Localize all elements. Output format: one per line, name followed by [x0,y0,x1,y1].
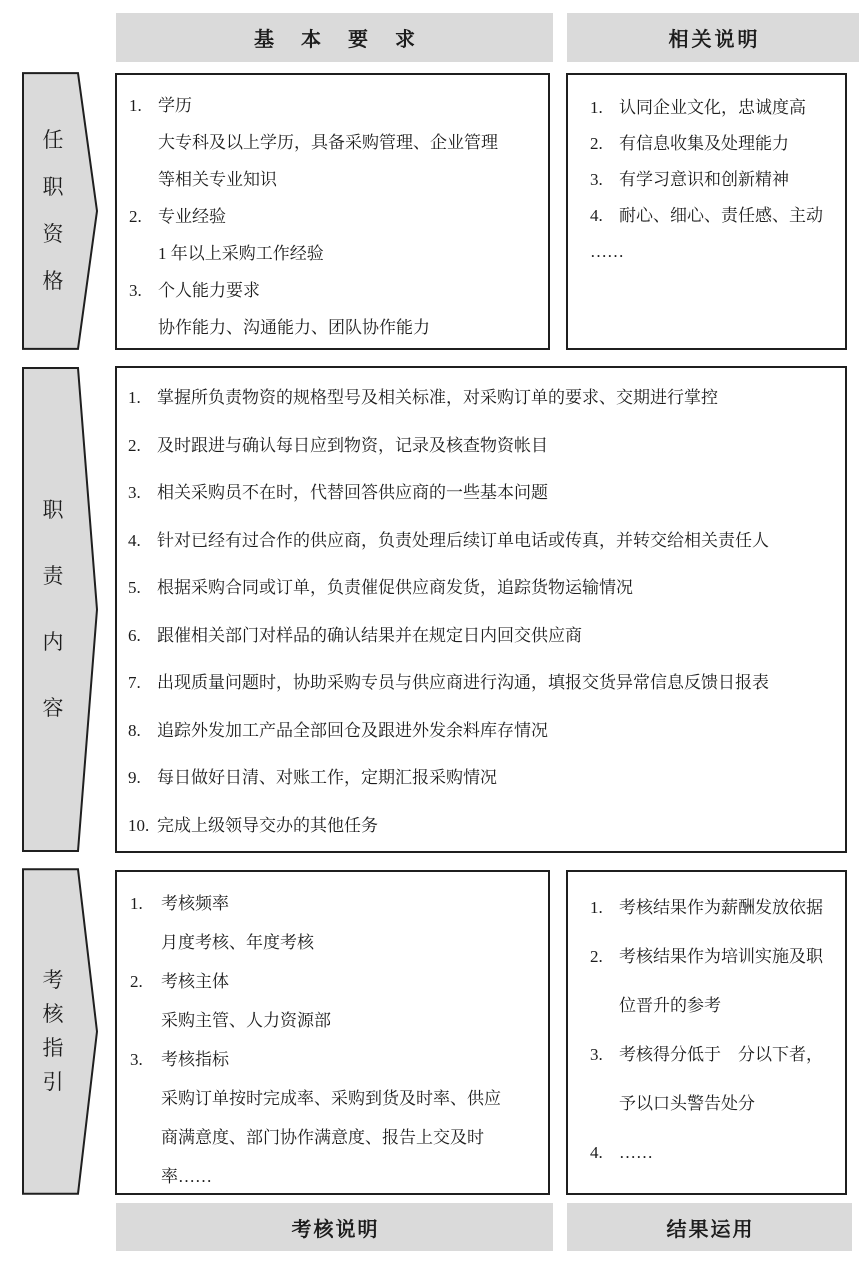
item-text: 学历 [158,96,192,115]
item-number: 1. [590,98,603,117]
item-text: 有学习意识和创新精神 [619,170,789,189]
footer-result-application: 结果运用 [567,1203,852,1251]
item-text: 大专科及以上学历，具备采购管理、企业管理 [158,133,498,152]
list-item [590,1079,841,1128]
item-number: 2. [590,947,603,966]
list-item [129,87,542,124]
arrow-label-char: 格 [42,269,64,293]
qualification-notes-box [566,73,847,350]
item-number: 1. [130,894,143,913]
item-number: 2. [129,207,142,226]
item-text: 掌握所负责物资的规格型号及相关标准，对采购订单的要求、交期进行掌控 [157,388,718,407]
item-text: 考核指标 [161,1050,229,1069]
list-item [128,802,839,850]
item-number: 6. [128,625,141,645]
item-text: 认同企业文化，忠诚度高 [619,98,806,117]
list-item [130,1040,542,1079]
arrow-label-char: 考 [42,968,64,992]
item-number: 4. [590,1143,603,1162]
item-text: 协作能力、沟通能力、团队协作能力 [158,318,430,337]
item-number: 2. [590,134,603,153]
arrow-label-char: 任 [42,128,64,152]
item-number: 7. [128,673,141,692]
arrow-label-qualification [22,72,84,350]
list-item [590,198,841,234]
arrow-label-char: 职 [42,175,64,199]
list-item [130,962,542,1001]
item-text: 及时跟进与确认每日应到物资，记录及核查物资帐目 [157,435,548,455]
item-number: 3. [128,483,141,502]
list-item [590,126,841,162]
item-number: 4. [128,530,141,550]
list-item [128,659,839,707]
item-text: 专业经验 [158,207,226,226]
item-text: 针对已经有过合作的供应商，负责处理后续订单电话或传真，并转交给相关责任人 [157,530,769,550]
item-number: 8. [128,720,141,740]
list-item [129,124,542,161]
item-number: 1. [590,898,603,917]
item-text: 月度考核、年度考核 [161,933,314,952]
item-text: 相关采购员不在时，代替回答供应商的一些基本问题 [157,483,548,502]
item-number: 3. [590,1045,603,1064]
item-text: 完成上级领导交办的其他任务 [157,815,378,835]
list-item [129,309,542,346]
list-item [129,272,542,309]
item-text: 商满意度、部门协作满意度、报告上交及时 [161,1128,484,1147]
list-item [128,612,839,660]
list-item [129,235,542,272]
item-number: 5. [128,578,141,597]
arrow-label-char: 资 [42,222,64,246]
assessment-description-box [115,870,550,1195]
item-number [129,309,158,346]
arrow-label-char: 容 [42,696,64,720]
list-item [590,162,841,198]
list-item [128,374,839,422]
item-text: 考核得分低于 分以下者， [619,1045,823,1064]
list-item [128,517,839,565]
item-text: 考核主体 [161,972,229,991]
item-text: 1 年以上采购工作经验 [158,244,324,263]
item-text: 根据采购合同或订单，负责催促供应商发货，追踪货物运输情况 [157,578,633,597]
item-text: 每日做好日清、对账工作，定期汇报采购情况 [157,768,497,787]
header-basic-requirements: 基本要求 [116,13,553,62]
item-number [590,1079,619,1128]
item-number [130,1118,161,1157]
list-item [129,198,542,235]
item-text: 等相关专业知识 [158,170,277,189]
item-text: 出现质量问题时，协助采购专员与供应商进行沟通，填报交货异常信息反馈日报表 [157,673,769,692]
item-number: 10. [128,815,150,835]
list-item [590,234,841,270]
arrow-duties [22,366,98,853]
item-number [130,923,161,962]
list-item [128,754,839,802]
result-application-box [566,870,847,1195]
list-item [590,883,841,932]
duties-content-box [115,366,847,853]
item-text: 考核频率 [161,894,229,913]
arrow-label-duties [22,366,84,853]
item-number [130,1157,161,1196]
list-item [128,564,839,612]
list-item [128,422,839,470]
item-number: 2. [130,972,143,991]
arrow-label-char: 核 [42,1002,64,1026]
list-item [130,1001,542,1040]
item-number [130,1079,161,1118]
item-text: 考核结果作为薪酬发放依据 [619,898,823,917]
list-item [130,884,542,923]
item-number [130,1001,161,1040]
list-item [130,1079,542,1118]
arrow-qualification [22,72,98,350]
item-text: 位晋升的参考 [619,996,721,1015]
list-item [590,1128,841,1177]
item-number: 3. [130,1050,143,1069]
list-item [590,932,841,981]
list-item [128,469,839,517]
arrow-label-char: 职 [42,498,64,522]
list-item [130,1157,542,1196]
qualification-requirements-box [115,73,550,350]
item-number: 4. [590,206,603,225]
item-number [590,981,619,1030]
arrow-assessment [22,868,98,1195]
item-text: 率…… [161,1167,212,1186]
arrow-label-char: 引 [42,1070,64,1094]
item-text: 有信息收集及处理能力 [619,134,789,153]
item-number: 2. [128,435,141,455]
item-number: 3. [590,170,603,189]
arrow-label-char: 指 [42,1036,64,1060]
item-text: …… [590,242,624,261]
item-text: 采购主管、人力资源部 [161,1011,331,1030]
item-number [129,124,158,161]
item-text: 考核结果作为培训实施及职 [619,947,823,966]
item-text: 采购订单按时完成率、采购到货及时率、供应 [161,1089,501,1108]
list-item [130,923,542,962]
list-item [590,981,841,1030]
item-text: 个人能力要求 [158,281,260,300]
item-number: 9. [128,768,141,787]
item-text: 追踪外发加工产品全部回仓及跟进外发余料库存情况 [157,720,548,740]
footer-assessment-notes: 考核说明 [116,1203,553,1251]
item-number: 1. [128,388,141,407]
list-item [590,1030,841,1079]
arrow-label-assessment [22,868,84,1195]
arrow-label-char: 责 [42,564,64,588]
list-item [130,1118,542,1157]
list-item [129,161,542,198]
item-number [129,235,158,272]
arrow-label-char: 内 [42,630,64,654]
item-text: 予以口头警告处分 [619,1094,755,1113]
item-number [129,161,158,198]
item-text: 耐心、细心、责任感、主动 [619,206,823,225]
item-number: 3. [129,281,142,300]
list-item [590,90,841,126]
header-related-notes: 相关说明 [567,13,859,62]
item-text: …… [619,1143,653,1162]
item-text: 跟催相关部门对样品的确认结果并在规定日内回交供应商 [157,625,582,645]
list-item [128,707,839,755]
item-number: 1. [129,96,142,115]
